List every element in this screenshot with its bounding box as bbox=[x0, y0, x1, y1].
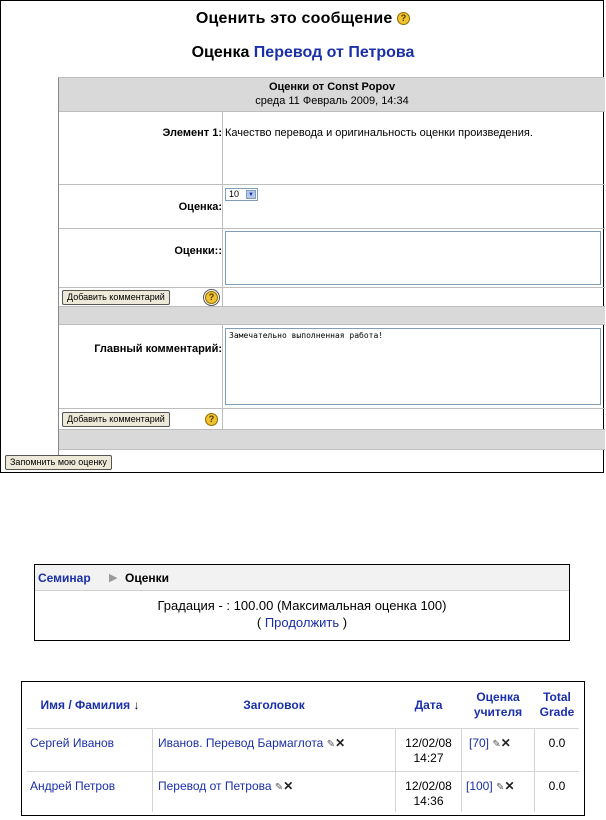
pencil-icon[interactable]: ✎ bbox=[492, 739, 501, 750]
general-comment-value: Замечательно выполненная работа! bbox=[229, 331, 384, 340]
teacher-grade-cell bbox=[469, 736, 511, 752]
continue-close: ) bbox=[339, 615, 348, 630]
delete-x-icon[interactable]: ✕ bbox=[283, 779, 294, 793]
add-comment-button-1[interactable]: Добавить комментарий bbox=[62, 290, 170, 305]
date-cell bbox=[396, 736, 461, 766]
column-header-name[interactable] bbox=[29, 698, 151, 713]
rating-heading-prefix: Оценка bbox=[191, 44, 250, 61]
pencil-icon[interactable]: ✎ bbox=[496, 782, 505, 793]
rating-heading bbox=[0, 44, 606, 62]
pencil-icon[interactable]: ✎ bbox=[326, 739, 336, 750]
rater-name: Оценки от Const Popov bbox=[268, 81, 396, 93]
help-icon[interactable]: ? bbox=[205, 413, 218, 426]
date-cell bbox=[396, 779, 461, 809]
element-description: Качество перевода и оригинальность оценки произведения. bbox=[225, 127, 533, 139]
add-comment-row-2 bbox=[59, 409, 605, 430]
general-comment-label: Главный комментарий: bbox=[94, 343, 222, 355]
teacher-grade-link[interactable]: [100] bbox=[466, 779, 493, 793]
delete-x-icon[interactable]: ✕ bbox=[335, 736, 346, 750]
sort-arrow-icon[interactable]: ↓ bbox=[133, 698, 140, 712]
breadcrumb-workshop-link[interactable]: Семинар bbox=[38, 571, 91, 585]
general-comment-row bbox=[59, 325, 605, 409]
element-label: Элемент 1: bbox=[162, 127, 222, 139]
teacher-grade-cell bbox=[466, 779, 515, 795]
column-header-title[interactable]: Заголовок bbox=[243, 698, 305, 712]
add-comment-row-1 bbox=[59, 288, 605, 307]
add-comment-button-2[interactable]: Добавить комментарий bbox=[62, 412, 170, 427]
submission-title-cell bbox=[158, 736, 345, 752]
submit-rating-button[interactable]: Запомнить мою оценку bbox=[5, 455, 112, 470]
teacher-grade-line2[interactable]: учителя bbox=[473, 705, 523, 719]
submission-title-link[interactable]: Иванов. Перевод Бармаглота bbox=[158, 736, 324, 750]
grades-comment-label: Оценки:: bbox=[174, 245, 222, 257]
teacher-grade-link[interactable]: [70] bbox=[469, 736, 490, 750]
page-title-text: Оценить это сообщение bbox=[195, 10, 393, 27]
student-name-link[interactable]: Андрей Петров bbox=[30, 779, 116, 793]
delete-x-icon[interactable]: ✕ bbox=[504, 779, 515, 793]
submission-link[interactable]: Перевод от Петрова bbox=[253, 44, 415, 61]
time-value: 14:36 bbox=[413, 794, 444, 808]
general-comment-textarea[interactable] bbox=[225, 328, 601, 405]
grade-select[interactable] bbox=[225, 188, 258, 201]
total-grade-line1: Total bbox=[543, 690, 571, 704]
column-header-teacher-grade[interactable] bbox=[462, 690, 534, 720]
grade-select-value: 10 bbox=[229, 189, 240, 199]
column-header-date[interactable]: Дата bbox=[414, 698, 443, 712]
table-footer-row bbox=[59, 430, 605, 450]
date-value: 12/02/08 bbox=[405, 736, 452, 750]
total-grade-line2: Grade bbox=[539, 705, 575, 719]
date-value: 12/02/08 bbox=[405, 779, 452, 793]
continue-open: ( bbox=[256, 615, 265, 630]
total-grade-value: 0.0 bbox=[548, 736, 566, 750]
total-grade-value: 0.0 bbox=[548, 779, 566, 793]
spacer-row bbox=[59, 307, 605, 325]
chevron-down-icon: ▼ bbox=[246, 190, 256, 199]
column-header-total-grade bbox=[535, 690, 579, 720]
submission-title-cell bbox=[158, 779, 293, 795]
grades-comment-row bbox=[59, 229, 605, 288]
breadcrumb-current: Оценки bbox=[125, 571, 170, 585]
help-icon[interactable]: ? bbox=[205, 291, 218, 304]
element-row bbox=[59, 112, 605, 185]
gradation-text: Градация - : 100.00 (Максимальная оценка 100) bbox=[157, 598, 447, 613]
pencil-icon[interactable]: ✎ bbox=[274, 782, 284, 793]
time-value: 14:27 bbox=[413, 751, 444, 765]
rating-table-header bbox=[59, 78, 605, 112]
grade-label: Оценка: bbox=[178, 201, 222, 213]
rating-table bbox=[58, 77, 604, 455]
help-icon[interactable]: ? bbox=[397, 12, 410, 25]
continue-link[interactable]: Продолжить bbox=[264, 615, 340, 630]
breadcrumb bbox=[35, 565, 569, 591]
rating-date: среда 11 Февраль 2009, 14:34 bbox=[255, 95, 409, 107]
column-header-name-label[interactable]: Имя / Фамилия bbox=[40, 698, 131, 712]
teacher-grade-line1[interactable]: Оценка bbox=[476, 690, 520, 704]
grade-row bbox=[59, 185, 605, 229]
grades-comment-textarea[interactable] bbox=[225, 231, 601, 285]
triangle-right-icon: ▶ bbox=[109, 572, 118, 584]
page-title bbox=[0, 10, 606, 28]
delete-x-icon[interactable]: ✕ bbox=[500, 736, 511, 750]
continue-line bbox=[35, 615, 569, 630]
submission-title-link[interactable]: Перевод от Петрова bbox=[158, 779, 272, 793]
student-name-link[interactable]: Сергей Иванов bbox=[30, 736, 115, 750]
